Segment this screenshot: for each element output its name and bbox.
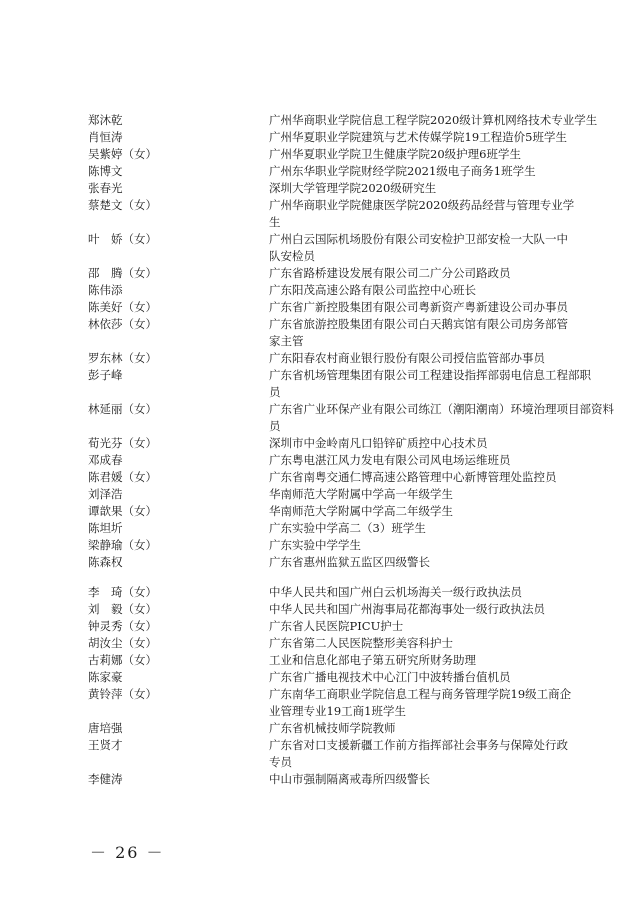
person-name: 罗东林（女） (88, 351, 157, 365)
person-name: 陈森权 (88, 555, 123, 569)
person-affiliation: 广东省第二人民医院整形美容科护士 (269, 636, 453, 650)
person-name: 张春光 (88, 181, 123, 195)
person-affiliation: 深圳市中金岭南凡口铅锌矿质控中心技术员 (269, 436, 488, 450)
person-name: 梁静瑜（女） (88, 538, 157, 552)
person-name: 陈伟添 (88, 283, 123, 297)
person-name: 古莉娜（女） (88, 653, 157, 667)
person-name: 陈君媛（女） (88, 470, 157, 484)
person-name: 肖恒涛 (88, 130, 123, 144)
person-affiliation: 广东实验中学学生 (269, 538, 361, 552)
person-name: 林延丽（女） (88, 402, 157, 416)
person-name: 陈家豪 (88, 670, 123, 684)
person-name: 邓成春 (88, 453, 123, 467)
page-number: － 26 － (90, 843, 165, 862)
person-name: 叶 娇（女） (88, 232, 157, 246)
person-name: 刘 毅（女） (88, 602, 157, 616)
person-affiliation: 广东省广新控股集团有限公司粤新资产粤新建设公司办事员 (269, 300, 568, 314)
person-name: 黄铃萍（女） (88, 687, 157, 701)
person-affiliation: 广东省旅游控股集团有限公司白天鹅宾馆有限公司房务部管 家主管 (269, 317, 568, 348)
person-name: 林依莎（女） (88, 317, 157, 331)
person-name: 陈坦圻 (88, 521, 123, 535)
person-affiliation: 华南师范大学附属中学高二年级学生 (269, 504, 453, 518)
person-affiliation: 广州东华职业学院财经学院2021级电子商务1班学生 (269, 164, 536, 178)
person-name: 唐培强 (88, 721, 123, 735)
person-affiliation: 广东省对口支援新疆工作前方指挥部社会事务与保障处行政 专员 (269, 738, 568, 769)
person-affiliation: 广州白云国际机场股份有限公司安检护卫部安检一大队一中 队安检员 (269, 232, 568, 263)
person-affiliation: 中山市强制隔离戒毒所四级警长 (269, 772, 430, 786)
person-affiliation: 广东省机场管理集团有限公司工程建设指挥部弱电信息工程部职 员 (269, 368, 591, 399)
person-name: 刘泽浩 (88, 487, 123, 501)
person-affiliation: 深圳大学管理学院2020级研究生 (269, 181, 437, 195)
person-affiliation: 广东粤电湛江风力发电有限公司风电场运维班员 (269, 453, 511, 467)
person-name: 陈博文 (88, 164, 123, 178)
person-name: 邵 腾（女） (88, 266, 157, 280)
person-affiliation: 广州华商职业学院信息工程学院2020级计算机网络技术专业学生 (269, 113, 598, 127)
person-name: 蔡楚文（女） (88, 198, 157, 212)
person-name: 郑沐乾 (88, 113, 123, 127)
person-name: 胡汝尘（女） (88, 636, 157, 650)
person-name: 彭子峰 (88, 368, 123, 382)
person-affiliation: 广东省广业环保产业有限公司练江（潮阳潮南）环境治理项目部资料 员 (269, 402, 614, 433)
person-affiliation: 广州华夏职业学院卫生健康学院20级护理6班学生 (269, 147, 521, 161)
person-affiliation: 广东南华工商职业学院信息工程与商务管理学院19级工商企 业管理专业19工商1班学生 (269, 687, 572, 718)
person-name: 谭歆果（女） (88, 504, 157, 518)
person-name: 吴紫婷（女） (88, 147, 157, 161)
person-affiliation: 广东实验中学高二（3）班学生 (269, 521, 426, 535)
person-affiliation: 广东省广播电视技术中心江门中波转播台值机员 (269, 670, 511, 684)
person-name: 李健涛 (88, 772, 123, 786)
person-name: 钟灵秀（女） (88, 619, 157, 633)
person-affiliation: 广东省机械技师学院教师 (269, 721, 396, 735)
person-affiliation: 广东省路桥建设发展有限公司二广分公司路政员 (269, 266, 511, 280)
person-affiliation: 广东阳春农村商业银行股份有限公司授信监管部办事员 (269, 351, 545, 365)
person-affiliation: 华南师范大学附属中学高一年级学生 (269, 487, 453, 501)
person-affiliation: 广东省人民医院PICU护士 (269, 619, 404, 633)
person-affiliation: 中华人民共和国广州白云机场海关一级行政执法员 (269, 585, 522, 599)
person-affiliation: 广州华夏职业学院建筑与艺术传媒学院19工程造价5班学生 (269, 130, 567, 144)
person-affiliation: 广东省南粤交通仁博高速公路管理中心新博管理处监控员 (269, 470, 557, 484)
person-name: 陈美好（女） (88, 300, 157, 314)
person-name: 李 琦（女） (88, 585, 157, 599)
person-affiliation: 广州华商职业学院健康医学院2020级药品经营与管理专业学 生 (269, 198, 575, 229)
person-affiliation: 中华人民共和国广州海事局花都海事处一级行政执法员 (269, 602, 545, 616)
person-name: 王贤才 (88, 738, 123, 752)
person-affiliation: 工业和信息化部电子第五研究所财务助理 (269, 653, 476, 667)
person-affiliation: 广东省惠州监狱五监区四级警长 (269, 555, 430, 569)
person-name: 荀光芬（女） (88, 436, 157, 450)
person-affiliation: 广东阳茂高速公路有限公司监控中心班长 (269, 283, 476, 297)
